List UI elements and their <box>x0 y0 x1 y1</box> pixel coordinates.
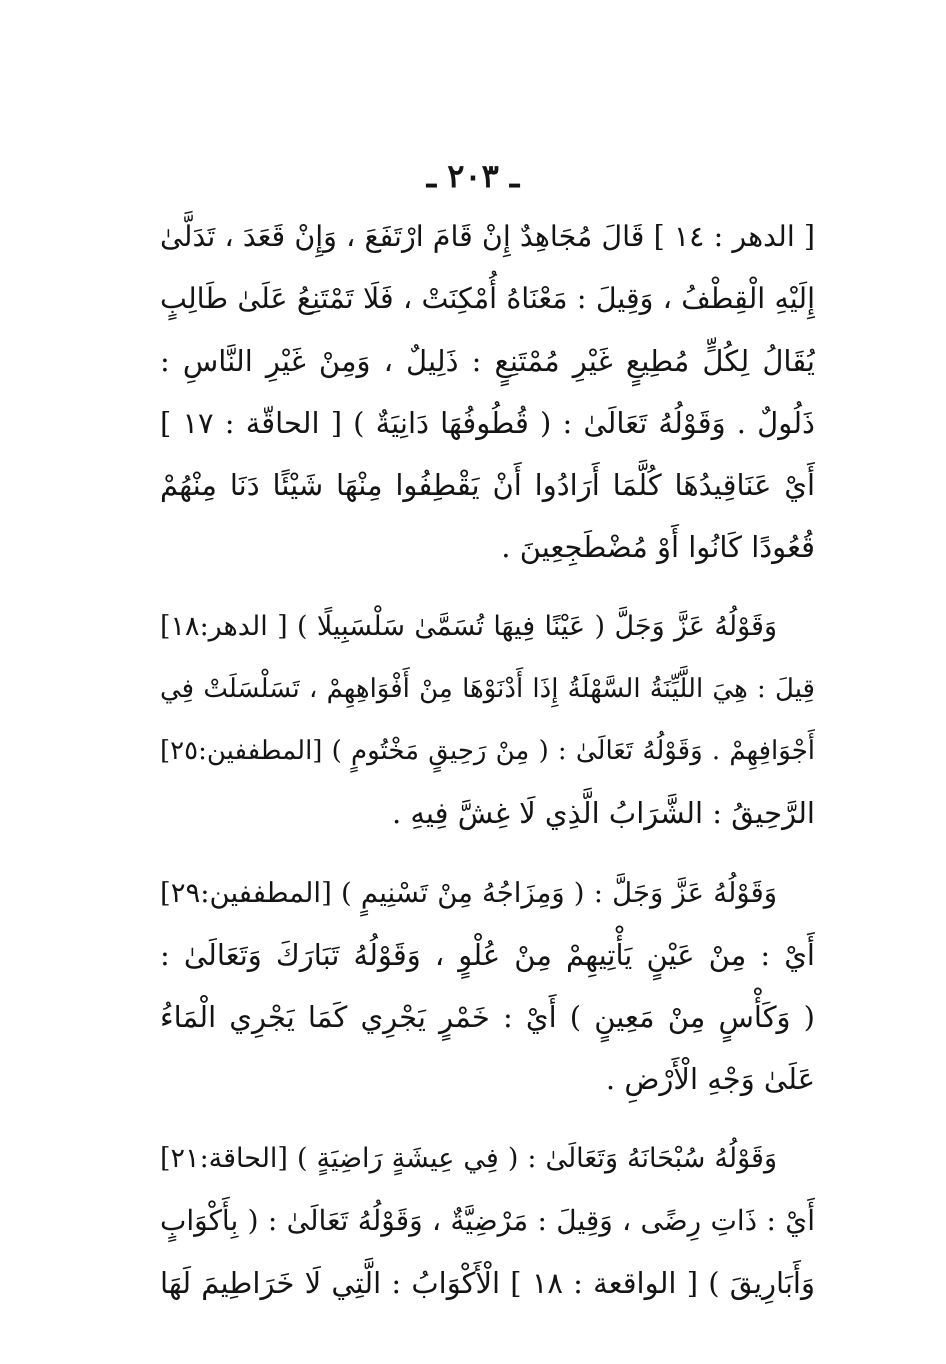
text-line: وَأَبَارِيقَ ) [ الواقعة : ١٨ ] الْأَكْوَابُ : الَّتِي لَا خَرَاطِيمَ لَهَا <box>160 1266 815 1300</box>
text-line: قُعُودًا كَانُوا أَوْ مُضْطَجِعِينَ . <box>501 530 815 564</box>
paragraph-gap <box>160 1110 815 1128</box>
paragraph-3 <box>160 862 815 1110</box>
text-line: ذَلُولٌ . وَقَوْلُهُ تَعَالَىٰ : ( قُطُوفُهَا دَانِيَةٌ ) [ الحاقّة : ١٧ ] <box>160 406 815 440</box>
text-line: الرَّحِيقُ : الشَّرَابُ الَّذِي لَا غِشَّ فِيهِ . <box>391 796 815 830</box>
text-line: يُقَالُ لِكُلٍّ مُطِيعٍ غَيْرِ مُمْتَنِعٍ : ذَلِيلٌ ، وَمِنْ غَيْرِ النَّاسِ : <box>160 344 815 378</box>
text-line: أَيْ : ذَاتِ رِضًى ، وَقِيلَ : مَرْضِيَّةٌ ، وَقَوْلُهُ تَعَالَىٰ : ( بِأَكْوَابٍ <box>160 1204 815 1237</box>
paragraph-gap <box>160 844 815 862</box>
paragraph-1 <box>160 206 815 578</box>
paragraph-2 <box>160 596 815 844</box>
paragraph-4 <box>160 1128 815 1314</box>
text-line: وَقَوْلُهُ عَزَّ وَجَلَّ : ( وَمِزَاجُهُ مِنْ تَسْنِيمٍ ) [المطففين:٢٩] <box>160 877 777 909</box>
text-line: [ الدهر : ١٤ ] قَالَ مُجَاهِدٌ إِنْ قَامَ ارْتَفَعَ ، وَإِنْ قَعَدَ ، تَدَلَّىٰ <box>160 220 815 253</box>
text-line: عَلَىٰ وَجْهِ الْأَرْضِ . <box>605 1062 815 1096</box>
page-number: ـ ٢٠٣ ـ <box>426 157 520 195</box>
text-line: قِيلَ : هِيَ اللَّيِّنَةُ السَّهْلَةُ إِذَا أَدْنَوْهَا مِنْ أَفْوَاهِهِمْ ، تَسَلْسَلَتْ فِي <box>160 674 815 704</box>
text-line: إِلَيْهِ الْقِطْفُ ، وَقِيلَ : مَعْنَاهُ أُمْكِنَتْ ، فَلَا تَمْتَنِعُ عَلَىٰ طَالِبٍ <box>160 282 815 315</box>
text-line: وَقَوْلُهُ عَزَّ وَجَلَّ ( عَيْنًا فِيهَا تُسَمَّىٰ سَلْسَبِيلًا ) [ الدهر:١٨] <box>160 611 777 642</box>
text-line: أَيْ عَنَاقِيدُهَا كُلَّمَا أَرَادُوا أَنْ يَقْطِفُوا مِنْهَا شَيْئًا دَنَا مِنْهُمْ <box>160 468 815 502</box>
body-text <box>160 206 815 1314</box>
text-line: أَجْوَافِهِمْ . وَقَوْلُهُ تَعَالَىٰ : ( مِنْ رَحِيقٍ مَخْتُومٍ ) [المطففين:٢٥] <box>160 736 815 766</box>
paragraph-gap <box>160 578 815 596</box>
text-line: ( وَكَأْسٍ مِنْ مَعِينٍ ) أَيْ : خَمْرٍ يَجْرِي كَمَا يَجْرِي الْمَاءُ <box>160 1000 815 1034</box>
text-line: أَيْ : مِنْ عَيْنٍ يَأْتِيهِمْ مِنْ عُلْوٍ ، وَقَوْلُهُ تَبَارَكَ وَتَعَالَىٰ : <box>160 938 815 972</box>
text-line: وَقَوْلُهُ سُبْحَانَهُ وَتَعَالَىٰ : ( فِي عِيشَةٍ رَاضِيَةٍ ) [الحاقة:٢١] <box>160 1143 777 1174</box>
